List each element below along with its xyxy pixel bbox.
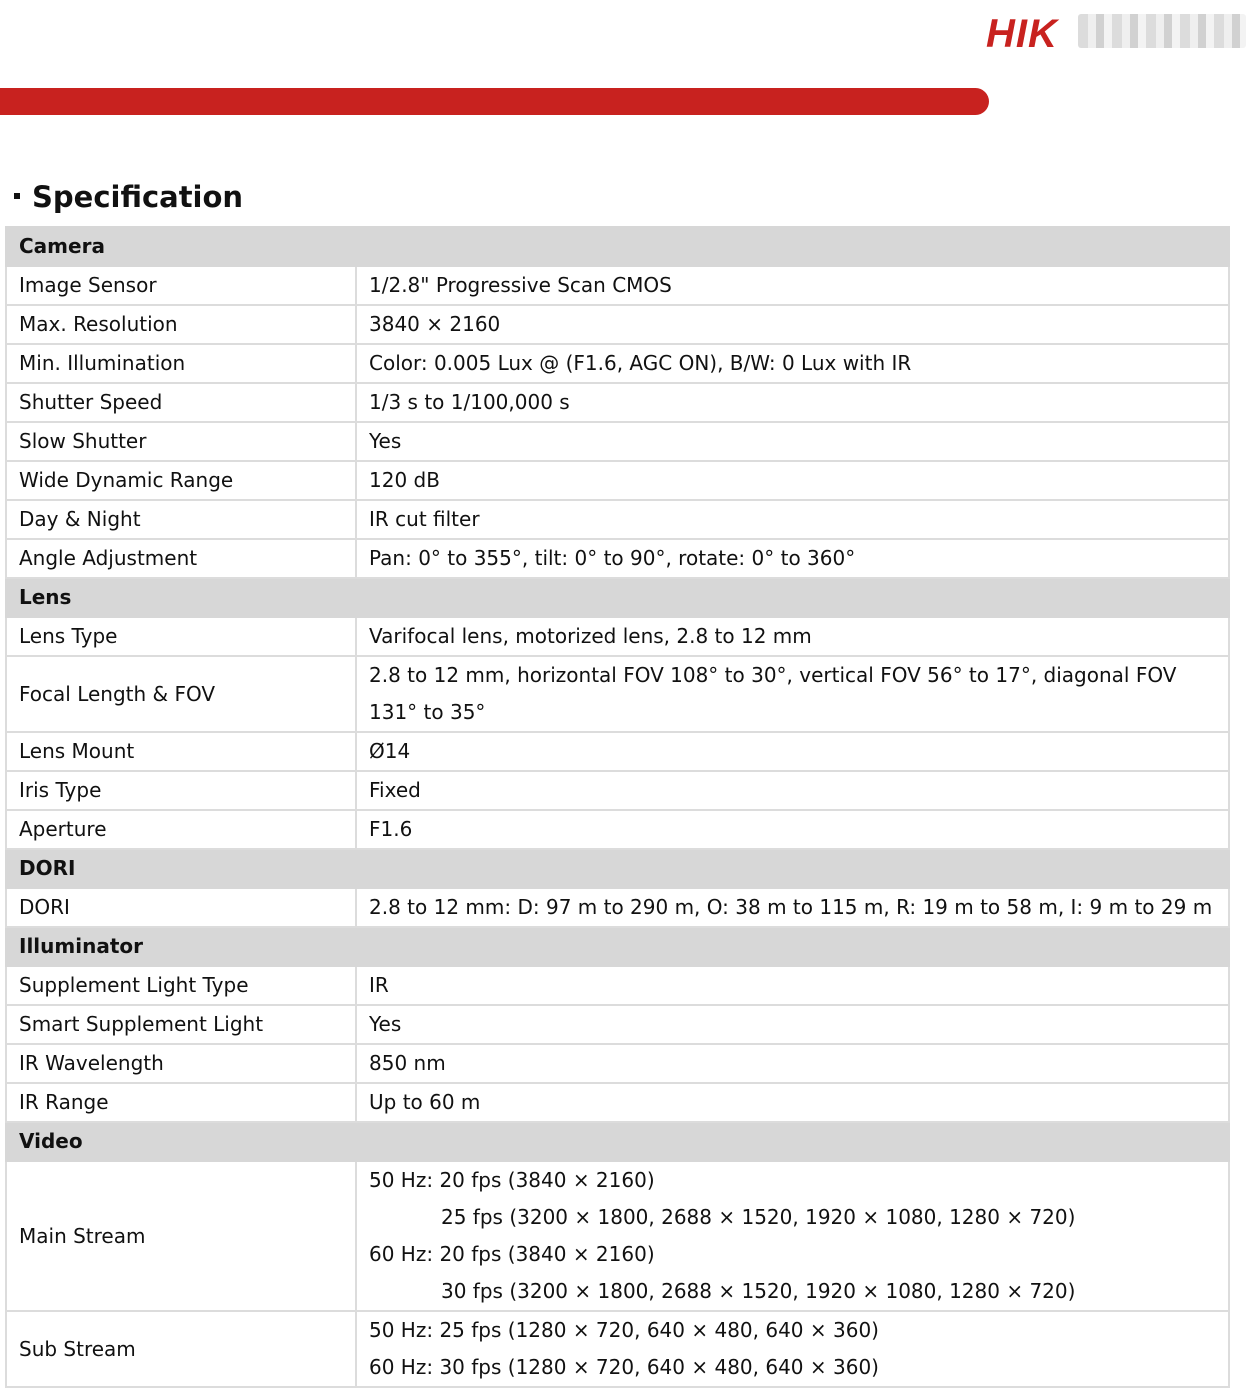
spec-row — [6, 617, 1229, 656]
spec-label: Shutter Speed — [6, 383, 356, 422]
spec-value: 850 nm — [356, 1044, 1229, 1083]
stream-line: 60 Hz: 20 fps (3840 × 2160) — [369, 1242, 655, 1266]
spec-row — [6, 810, 1229, 849]
group-row-dori — [6, 849, 1229, 888]
spec-row — [6, 732, 1229, 771]
spec-value: 1/3 s to 1/100,000 s — [356, 383, 1229, 422]
spec-label: Sub Stream — [6, 1311, 356, 1387]
spec-value: Color: 0.005 Lux @ (F1.6, AGC ON), B/W: 0 Lux with IR — [356, 344, 1229, 383]
group-row-illuminator — [6, 927, 1229, 966]
spec-label: Main Stream — [6, 1161, 356, 1311]
group-row-lens — [6, 578, 1229, 617]
stream-line: 50 Hz: 20 fps (3840 × 2160) — [369, 1168, 655, 1192]
spec-value: IR cut filter — [356, 500, 1229, 539]
spec-label: Angle Adjustment — [6, 539, 356, 578]
spec-row — [6, 1083, 1229, 1122]
spec-value: Varifocal lens, motorized lens, 2.8 to 12 mm — [356, 617, 1229, 656]
group-label: Lens — [6, 578, 356, 617]
spec-value: Yes — [356, 1005, 1229, 1044]
spec-label: Focal Length & FOV — [6, 656, 356, 732]
header-red-bar — [0, 88, 989, 115]
spec-row — [6, 1161, 1229, 1311]
spec-label: Supplement Light Type — [6, 966, 356, 1005]
spec-value: 120 dB — [356, 461, 1229, 500]
spec-label: Aperture — [6, 810, 356, 849]
spec-label: Lens Mount — [6, 732, 356, 771]
group-label: Camera — [6, 227, 356, 266]
brand-logo-blurred — [1078, 14, 1246, 48]
spec-row — [6, 383, 1229, 422]
group-row-video — [6, 1122, 1229, 1161]
spec-label: DORI — [6, 888, 356, 927]
spec-row — [6, 1311, 1229, 1387]
spec-row — [6, 888, 1229, 927]
group-label: Video — [6, 1122, 356, 1161]
spec-row — [6, 305, 1229, 344]
spec-row — [6, 422, 1229, 461]
spec-value: 3840 × 2160 — [356, 305, 1229, 344]
spec-value: F1.6 — [356, 810, 1229, 849]
spec-row — [6, 771, 1229, 810]
spec-value: Pan: 0° to 355°, tilt: 0° to 90°, rotate: 0° to 360° — [356, 539, 1229, 578]
spec-row — [6, 1005, 1229, 1044]
spec-label: Image Sensor — [6, 266, 356, 305]
spec-row — [6, 656, 1229, 732]
section-title: Specification — [32, 180, 244, 214]
group-row-camera — [6, 227, 1229, 266]
spec-row — [6, 461, 1229, 500]
spec-label: Lens Type — [6, 617, 356, 656]
spec-label: Min. Illumination — [6, 344, 356, 383]
spec-value: Ø14 — [356, 732, 1229, 771]
spec-value — [356, 1161, 1229, 1311]
spec-value: Yes — [356, 422, 1229, 461]
spec-row — [6, 266, 1229, 305]
stream-line: 25 fps (3200 × 1800, 2688 × 1520, 1920 × 1080, 1280 × 720) — [441, 1205, 1076, 1229]
spec-value: 1/2.8" Progressive Scan CMOS — [356, 266, 1229, 305]
section-heading — [14, 177, 243, 217]
spec-value — [356, 1311, 1229, 1387]
spec-value: 2.8 to 12 mm: D: 97 m to 290 m, O: 38 m to 115 m, R: 19 m to 58 m, I: 9 m to 29 m — [356, 888, 1229, 927]
brand-logo: HIK — [986, 12, 1058, 56]
spec-label: IR Range — [6, 1083, 356, 1122]
spec-table — [5, 226, 1230, 1388]
spec-label: Wide Dynamic Range — [6, 461, 356, 500]
spec-row — [6, 539, 1229, 578]
stream-line: 50 Hz: 25 fps (1280 × 720, 640 × 480, 640 × 360) — [369, 1318, 879, 1342]
bullet-icon — [14, 193, 20, 199]
stream-line: 60 Hz: 30 fps (1280 × 720, 640 × 480, 640 × 360) — [369, 1355, 879, 1379]
spec-row — [6, 966, 1229, 1005]
spec-row — [6, 500, 1229, 539]
spec-label: Smart Supplement Light — [6, 1005, 356, 1044]
spec-value: Fixed — [356, 771, 1229, 810]
spec-value: IR — [356, 966, 1229, 1005]
spec-value: Up to 60 m — [356, 1083, 1229, 1122]
spec-label: Slow Shutter — [6, 422, 356, 461]
spec-label: Max. Resolution — [6, 305, 356, 344]
spec-label: Iris Type — [6, 771, 356, 810]
spec-row — [6, 344, 1229, 383]
group-label: DORI — [6, 849, 356, 888]
spec-label: IR Wavelength — [6, 1044, 356, 1083]
spec-value: 2.8 to 12 mm, horizontal FOV 108° to 30°, vertical FOV 56° to 17°, diagonal FOV 131° to 35° — [356, 656, 1229, 732]
spec-row — [6, 1044, 1229, 1083]
stream-line: 30 fps (3200 × 1800, 2688 × 1520, 1920 × 1080, 1280 × 720) — [441, 1279, 1076, 1303]
group-label: Illuminator — [6, 927, 356, 966]
spec-label: Day & Night — [6, 500, 356, 539]
